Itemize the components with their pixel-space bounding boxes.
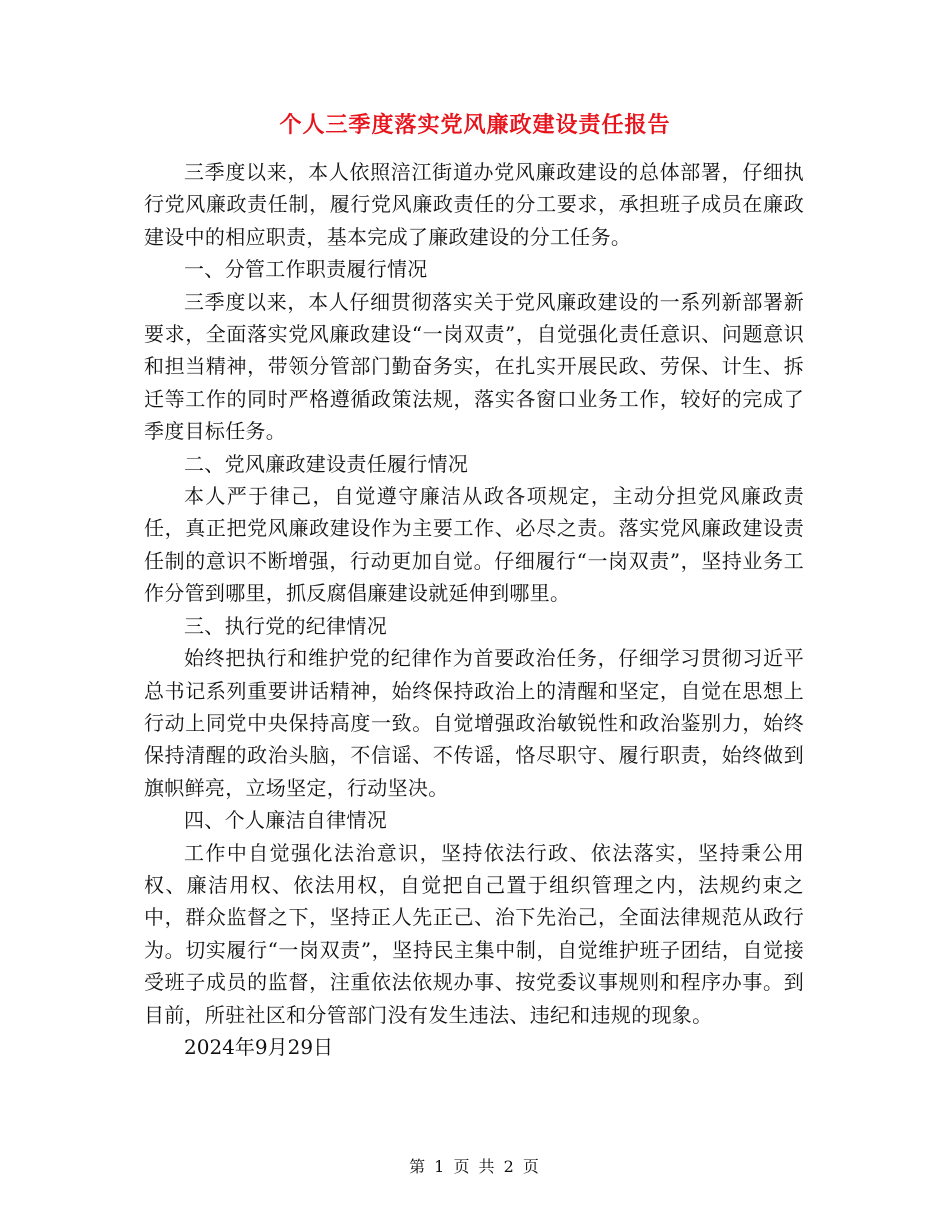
section-2-paragraph: 本人严于律己，自觉遵守廉洁从政各项规定，主动分担党风廉政责任，真正把党风廉政建设作为主要工作、必尽之责。落实党风廉政建设责任制的意识不断增强，行动更加自觉。仔细履行“一岗双责”，坚持业务工作分管到哪里，抓反腐倡廉建设就延伸到哪里。 xyxy=(144,484,804,606)
document-body xyxy=(144,156,804,1063)
section-1-paragraph: 三季度以来，本人仔细贯彻落实关于党风廉政建设的一系列新部署新要求，全面落实党风廉政建设“一岗双责”，自觉强化责任意识、问题意识和担当精神，带领分管部门勤奋务实，在扎实开展民政、劳保、计生、拆迁等工作的同时严格遵循政策法规，落实各窗口业务工作，较好的完成了季度目标任务。 xyxy=(144,289,804,444)
section-3-paragraph: 始终把执行和维护党的纪律作为首要政治任务，仔细学习贯彻习近平总书记系列重要讲话精神，始终保持政治上的清醒和坚定，自觉在思想上行动上同党中央保持高度一致。自觉增强政治敏锐性和政治鉴别力，始终保持清醒的政治头脑，不信谣、不传谣，恪尽职守、履行职责，始终做到旗帜鲜亮，立场坚定，行动坚决。 xyxy=(144,646,804,800)
page-number-footer: 第 1 页 共 2 页 xyxy=(409,1157,541,1176)
document-title: 个人三季度落实党风廉政建设责任报告 xyxy=(279,112,671,138)
section-heading-1: 一、分管工作职责履行情况 xyxy=(184,257,428,282)
section-heading-3: 三、执行党的纪律情况 xyxy=(184,613,387,638)
intro-paragraph: 三季度以来，本人依照涪江街道办党风廉政建设的总体部署，仔细执行党风廉政责任制，履行党风廉政责任的分工要求，承担班子成员在廉政建设中的相应职责，基本完成了廉政建设的分工任务。 xyxy=(144,160,804,249)
section-heading-2: 二、党风廉政建设责任履行情况 xyxy=(184,451,469,476)
section-heading-4: 四、个人廉洁自律情况 xyxy=(184,808,387,833)
section-4-paragraph: 工作中自觉强化法治意识，坚持依法行政、依法落实，坚持秉公用权、廉洁用权、依法用权，自觉把自己置于组织管理之内，法规约束之中，群众监督之下，坚持正人先正己、治下先治己，全面法律规范从政行为。切实履行“一岗双责”，坚持民主集中制，自觉维护班子团结，自觉接受班子成员的监督，注重依法依规办事、按党委议事规则和程序办事。到目前，所驻社区和分管部门没有发生违法、违纪和违规的现象。 xyxy=(144,840,804,1027)
document-date: 2024年9月29日 xyxy=(184,1034,334,1059)
